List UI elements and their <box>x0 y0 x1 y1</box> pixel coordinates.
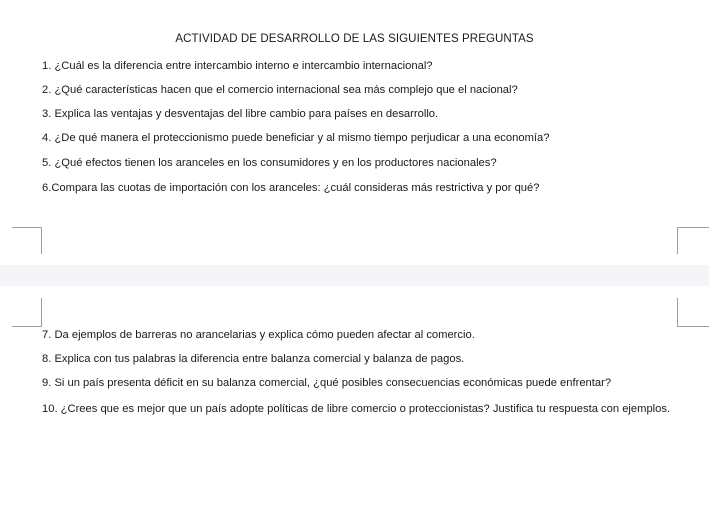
question-6: 6.Compara las cuotas de importación con los aranceles: ¿cuál consideras más restrictiva y por qué? <box>42 182 540 194</box>
page-corner-bottom-left <box>12 298 42 327</box>
page-corner-top-right <box>677 227 709 254</box>
question-10: 10. ¿Crees que es mejor que un país adopte políticas de libre comercio o proteccionistas? Justifica tu respuesta con ejemplos. <box>42 403 671 415</box>
question-1: 1. ¿Cuál es la diferencia entre intercambio interno e intercambio internacional? <box>42 60 433 72</box>
question-5: 5. ¿Qué efectos tienen los aranceles en los consumidores y en los productores nacionales? <box>42 157 497 169</box>
question-8: 8. Explica con tus palabras la diferencia entre balanza comercial y balanza de pagos. <box>42 353 465 365</box>
question-7: 7. Da ejemplos de barreras no arancelarias y explica cómo pueden afectar al comercio. <box>42 329 475 341</box>
page-break <box>0 265 709 286</box>
question-2: 2. ¿Qué características hacen que el comercio internacional sea más complejo que el nacional? <box>42 84 518 96</box>
page-corner-bottom-right <box>677 298 709 327</box>
question-9: 9. Si un país presenta déficit en su balanza comercial, ¿qué posibles consecuencias económicas puede enfrentar? <box>42 377 612 389</box>
document-title: ACTIVIDAD DE DESARROLLO DE LAS SIGUIENTES PREGUNTAS <box>175 33 534 45</box>
page-corner-top-left <box>12 227 42 254</box>
question-3: 3. Explica las ventajas y desventajas del libre cambio para países en desarrollo. <box>42 108 439 120</box>
question-4: 4. ¿De qué manera el proteccionismo puede beneficiar y al mismo tiempo perjudicar a una economía? <box>42 132 550 144</box>
